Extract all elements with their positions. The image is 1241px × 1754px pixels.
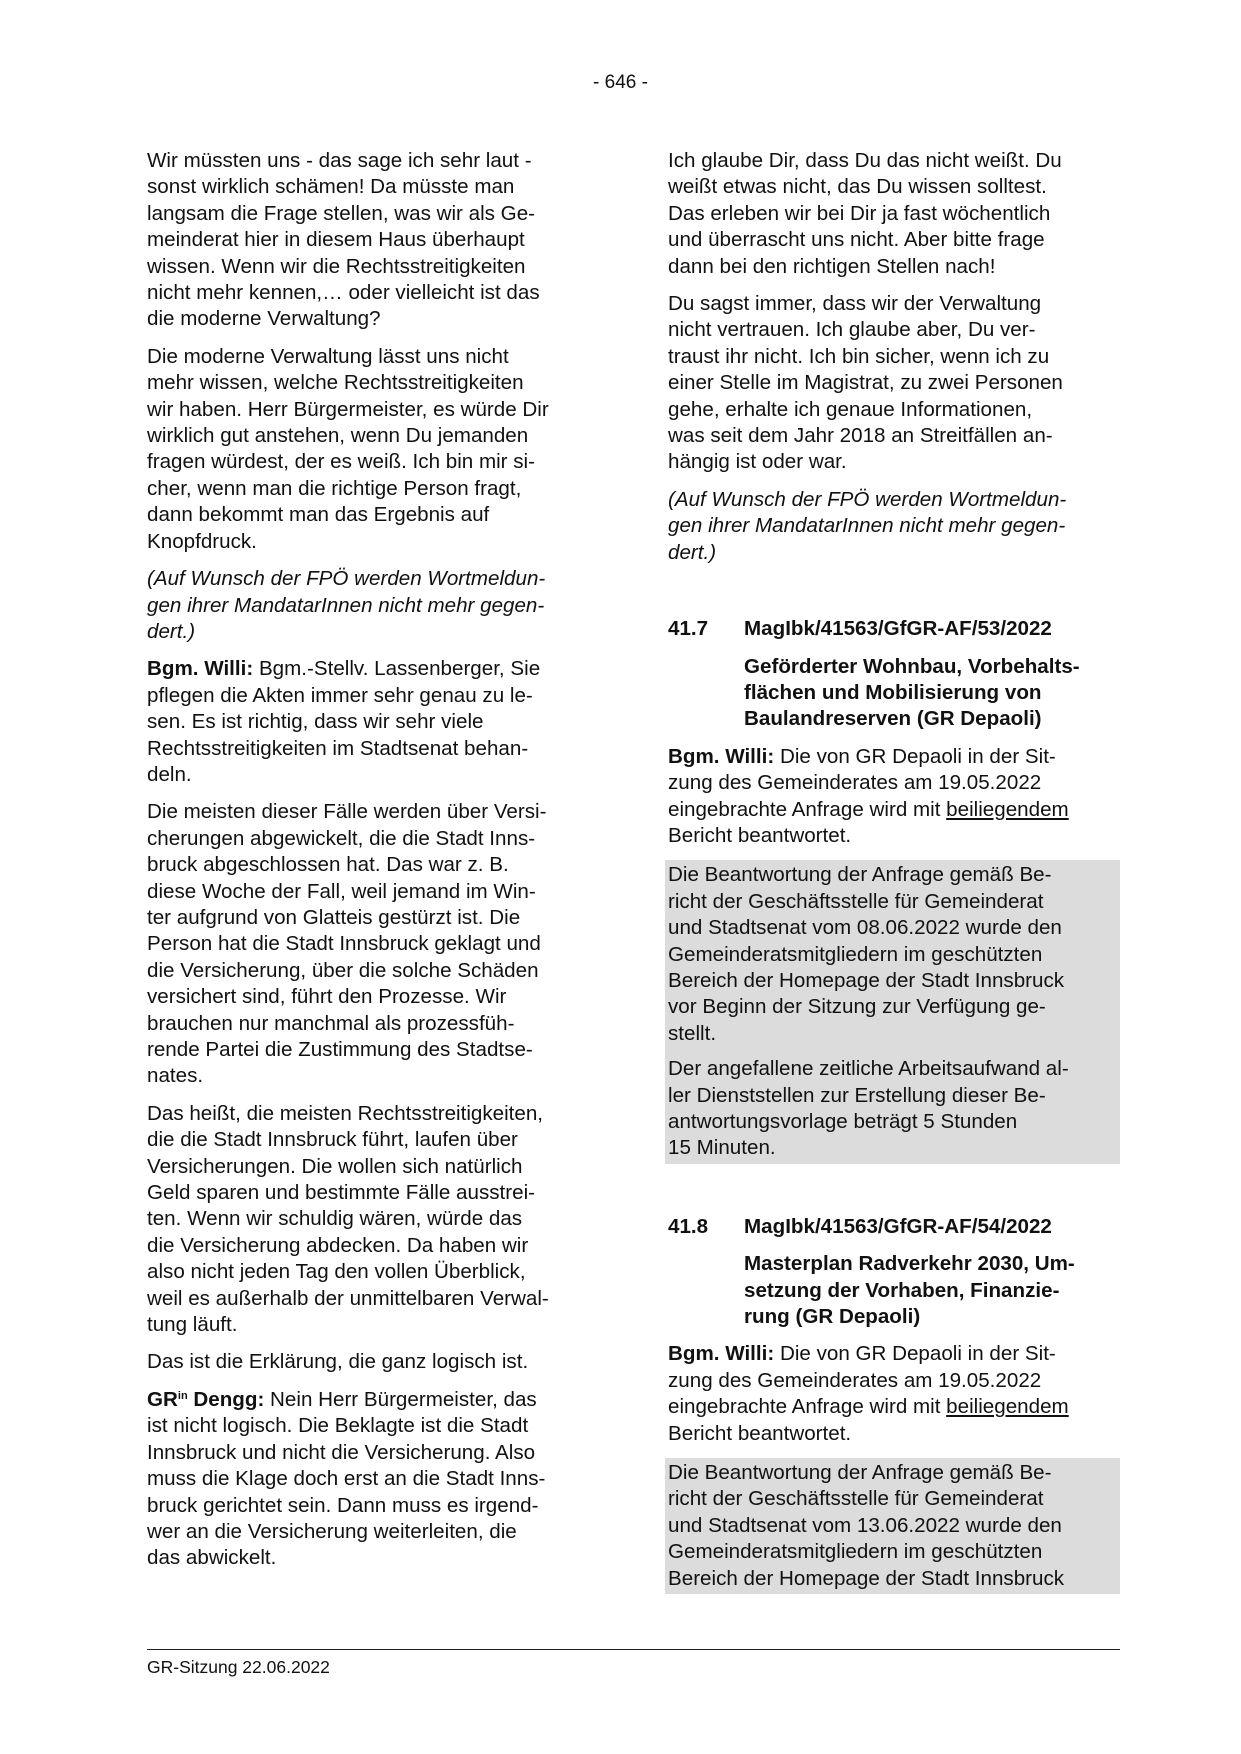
text-line: und Stadtsenat vom 08.06.2022 wurde den [668,916,1062,940]
text-line: brauchen nur manchmal als prozessfüh- [147,1011,515,1035]
paragraph [668,148,1120,280]
text-line: und überrascht uns nicht. Aber bitte frage [668,228,1045,252]
left-column [147,148,602,1583]
text-line: pflegen die Akten immer sehr genau zu le- [147,683,533,707]
text-line: rung (GR Depaoli) [744,1305,921,1329]
text-line: ter aufgrund von Glatteis gestürzt ist. Die [147,905,521,929]
text-line: vor Beginn der Sitzung zur Verfügung ge- [668,995,1046,1019]
text-line [147,656,602,682]
text-line [147,1387,602,1413]
editorial-note [147,566,602,645]
text-line [668,797,1120,823]
text-line [668,1394,1120,1420]
text-line: richt der Geschäftsstelle für Gemeinderat [668,889,1044,913]
speaker-statement [147,1387,602,1572]
text-line: weil es außerhalb der unmittelbaren Verwal- [147,1286,549,1310]
text-line: dert.) [668,540,717,564]
text-line: cherungen abgewickelt, die die Stadt Inns- [147,826,536,850]
speaker-statement [668,744,1120,850]
text-line: hängig ist oder war. [668,450,847,474]
paragraph [147,1349,602,1375]
shaded-note [665,860,1120,1163]
text-line [668,744,1120,770]
speaker-name: Bgm. Willi: [668,744,775,768]
text-line: die Versicherung, über die solche Schäden [147,958,539,982]
text-line: muss die Klage doch erst an die Stadt Inns- [147,1467,546,1491]
section-number: 41.7 [668,617,709,641]
page-number: - 646 - [593,72,648,93]
section-title [744,654,1120,733]
text-line: die Versicherung abdecken. Da haben wir [147,1233,529,1257]
text-line: setzung der Vorhaben, Finanzie- [744,1278,1060,1302]
text-line: Die moderne Verwaltung lässt uns nicht [147,344,509,368]
text-line: Die Beantwortung der Anfrage gemäß Be- [668,863,1052,887]
footer-session-date: GR-Sitzung 22.06.2022 [147,1657,330,1677]
text-line: Innsbruck und nicht die Versicherung. Also [147,1440,536,1464]
paragraph [668,1460,1117,1594]
text-line: und Stadtsenat vom 13.06.2022 wurde den [668,1513,1062,1537]
text-line: Das heißt, die meisten Rechtsstreitigkeiten, [147,1101,544,1125]
text-line: bruck gerichtet sein. Dann muss es irgend- [147,1493,539,1517]
text-line: richt der Geschäftsstelle für Gemeinderat [668,1487,1044,1511]
section-reference: MagIbk/41563/GfGR-AF/54/2022 [744,1214,1052,1238]
text-line: wirklich gut anstehen, wenn Du jemanden [147,424,529,448]
speaker-statement [668,1341,1120,1447]
paragraph [147,1101,602,1339]
text-line: Person hat die Stadt Innsbruck geklagt und [147,932,541,956]
text-line: zung des Gemeinderates am 19.05.2022 [668,1368,1042,1392]
attachment-link[interactable]: beiliegendem [946,1395,1069,1419]
text-line: Der angefallene zeitliche Arbeitsaufwand al- [668,1057,1069,1081]
text-line: 15 Minuten. [668,1136,776,1160]
text-line: Masterplan Radverkehr 2030, Um- [744,1252,1075,1276]
section-heading-41-8 [668,1214,1120,1240]
text-line: gen ihrer MandatarInnen nicht mehr gegen- [668,514,1066,538]
text-line: Die Beantwortung der Anfrage gemäß Be- [668,1461,1052,1485]
text-line: deln. [147,762,192,786]
text-line: traust ihr nicht. Ich bin sicher, wenn ich zu [668,344,1050,368]
text-line: die die Stadt Innsbruck führt, laufen über [147,1128,518,1152]
text-fragment: eingebrachte Anfrage wird mit [668,797,947,821]
text-line: was seit dem Jahr 2018 an Streitfällen an- [668,424,1053,448]
text-line: ist nicht logisch. Die Beklagte ist die Stadt [147,1414,529,1438]
text-fragment: Die von GR Depaoli in der Sit- [774,744,1056,768]
text-line: Baulandreserven (GR Depaoli) [744,707,1042,731]
text-line: ten. Wenn wir schuldig wären, würde das [147,1207,523,1231]
text-line: Das erleben wir bei Dir ja fast wöchentlich [668,201,1051,225]
text-line: weißt etwas nicht, das Du wissen solltest. [668,175,1047,199]
text-line: Die meisten dieser Fälle werden über Versi- [147,800,547,824]
editorial-note [668,487,1120,566]
text-line: dann bekommt man das Ergebnis auf [147,503,490,527]
speaker-prefix: GR [147,1387,178,1411]
text-line: die moderne Verwaltung? [147,307,381,331]
text-line: Bericht beantwortet. [668,1421,852,1445]
text-line: Knopfdruck. [147,529,257,553]
text-line: (Auf Wunsch der FPÖ werden Wortmeldun- [668,487,1067,511]
text-line: rende Partei die Zustimmung des Stadtse- [147,1038,533,1061]
text-fragment: eingebrachte Anfrage wird mit [668,1395,947,1419]
text-line: Bericht beantwortet. [668,823,852,847]
footer-divider [147,1649,1120,1650]
text-line: dert.) [147,619,196,643]
text-line: nicht vertrauen. Ich glaube aber, Du ver- [668,318,1036,342]
text-line: gehe, erhalte ich genaue Informationen, [668,397,1033,421]
text-line: sen. Es ist richtig, dass wir sehr viele [147,710,484,734]
paragraph [147,148,602,333]
section-heading-41-7 [668,616,1120,642]
text-line [668,1341,1120,1367]
text-line: gen ihrer MandatarInnen nicht mehr gegen- [147,593,545,617]
text-line: Versicherungen. Die wollen sich natürlich [147,1154,523,1178]
text-line: (Auf Wunsch der FPÖ werden Wortmeldun- [147,567,546,591]
paragraph [147,344,602,555]
speaker-name [147,1388,264,1411]
text-line: Das ist die Erklärung, die ganz logisch ist. [147,1350,529,1374]
text-line: mehr wissen, welche Rechtsstreitigkeiten [147,371,524,395]
section-reference: MagIbk/41563/GfGR-AF/53/2022 [744,617,1052,641]
text-line: wir haben. Herr Bürgermeister, es würde Dir [147,397,549,421]
text-line: versichert sind, führt den Prozesse. Wir [147,985,507,1009]
text-fragment: Die von GR Depaoli in der Sit- [774,1342,1056,1366]
text-line: wissen. Wenn wir die Rechtsstreitigkeiten [147,254,526,278]
text-line: Gemeinderatsmitgliedern im geschützten [668,942,1043,966]
text-line: also nicht jeden Tag den vollen Überblick, [147,1260,526,1284]
text-line: Geld sparen und bestimmte Fälle ausstrei- [147,1181,536,1205]
text-line: sonst wirklich schämen! Da müsste man [147,175,515,199]
paragraph [668,291,1120,476]
section-number: 41.8 [668,1214,709,1238]
paragraph [147,799,602,1089]
speaker-name: Bgm. Willi: [668,1342,775,1366]
text-line: antwortungsvorlage beträgt 5 Stunden [668,1110,1018,1133]
text-line: diese Woche der Fall, weil jemand im Win- [147,879,536,903]
text-line: das abwickelt. [147,1546,277,1570]
text-line: wer an die Versicherung weiterleiten, die [147,1519,517,1543]
text-line: Rechtsstreitigkeiten im Stadtsenat behan- [147,736,529,760]
text-line: Ich glaube Dir, dass Du das nicht weißt. Du [668,149,1062,172]
text-line: stellt. [668,1021,717,1045]
speaker-superscript: in [177,1389,188,1402]
text-line: cher, wenn man die richtige Person fragt, [147,476,522,500]
text-line: flächen und Mobilisierung von [744,680,1042,704]
speaker-name: Bgm. Willi: [147,657,254,681]
text-line: dann bei den richtigen Stellen nach! [668,254,996,278]
text-line: Bereich der Homepage der Stadt Innsbruck [668,1566,1065,1590]
right-column [668,148,1120,1594]
text-fragment: Bgm.-Stellv. Lassenberger, Sie [253,657,541,681]
text-line: ler Dienststellen zur Erstellung dieser Be- [668,1083,1046,1107]
text-line: langsam die Frage stellen, was wir als Ge- [147,201,536,225]
text-line: zung des Gemeinderates am 19.05.2022 [668,771,1042,795]
text-line: meinderat hier in diesem Haus überhaupt [147,228,525,252]
text-line: einer Stelle im Magistrat, zu zwei Personen [668,371,1063,395]
text-line: nicht mehr kennen,… oder vielleicht ist das [147,281,540,305]
speaker-statement [147,656,602,788]
section-title [744,1251,1120,1330]
text-line: Geförderter Wohnbau, Vorbehalts- [744,654,1080,678]
paragraph [668,862,1117,1056]
text-line: nates. [147,1064,204,1088]
shaded-note [665,1458,1120,1594]
text-line: Bereich der Homepage der Stadt Innsbruck [668,968,1065,992]
text-line: Gemeinderatsmitgliedern im geschützten [668,1540,1043,1564]
paragraph [668,1056,1117,1164]
text-line: tung läuft. [147,1313,238,1337]
attachment-link[interactable]: beiliegendem [946,797,1069,821]
text-line: Du sagst immer, dass wir der Verwaltung [668,292,1042,316]
text-line: fragen würdest, der es weiß. Ich bin mir si- [147,450,535,474]
speaker-surname: Dengg: [187,1387,265,1411]
text-fragment: Nein Herr Bürgermeister, das [264,1387,537,1411]
text-line: Wir müssten uns - das sage ich sehr laut - [147,149,532,172]
text-line: bruck abgeschlossen hat. Das war z. B. [147,853,509,877]
